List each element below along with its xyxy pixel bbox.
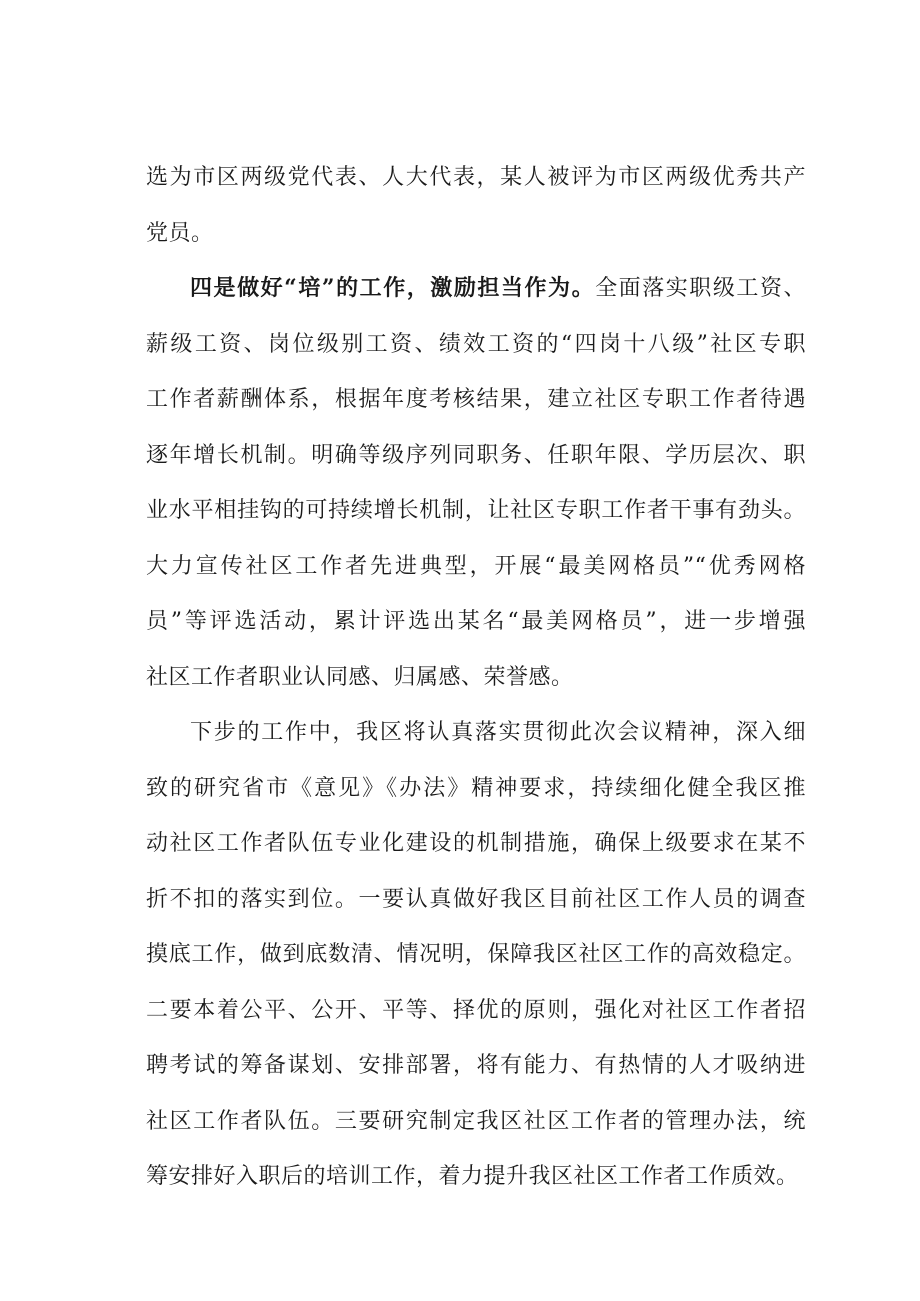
text-line: 二要本着公平、公开、平等、择优的原则，强化对社区工作者招 [146,997,806,1023]
text-line: 大力宣传社区工作者先进典型，开展“最美网格员”“优秀网格 [146,553,806,579]
text-line: 员”等评选活动，累计评选出某名“最美网格员”，进一步增强 [146,609,806,634]
text-line: 摸底工作，做到底数清、情况明，保障我区社区工作的高效稳定。 [146,942,806,967]
text-line: 社区工作者职业认同感、归属感、荣誉感。 [146,664,574,690]
paragraph-2 [146,261,806,705]
paragraph-1 [146,150,806,261]
text-line: 选为市区两级党代表、人大代表，某人被评为市区两级优秀共产 [146,165,806,190]
text-line: 薪级工资、岗位级别工资、绩效工资的“四岗十八级”社区专职 [146,331,806,357]
document-body [146,150,806,1205]
text-line: 致的研究省市《意见》《办法》精神要求，持续细化健全我区推 [146,775,806,801]
text-line: 业水平相挂钩的可持续增长机制，让社区专职工作者干事有劲头。 [146,498,806,523]
text-line: 筹安排好入职后的培训工作，着力提升我区社区工作者工作质效。 [146,1164,799,1189]
text-line [146,261,806,317]
text-line: 下步的工作中，我区将认真落实贯彻此次会议精神，深入细 [190,720,806,745]
text-line: 党员。 [146,220,214,246]
paragraph-lead-heading: 四是做好“培”的工作，激励担当作为。 [190,275,596,301]
text-line: 折不扣的落实到位。一要认真做好我区目前社区工作人员的调查 [146,886,806,912]
text-line: 社区工作者队伍。三要研究制定我区社区工作者的管理办法，统 [146,1108,806,1134]
text-line: 工作者薪酬体系，根据年度考核结果，建立社区专职工作者待遇 [146,387,806,412]
text-line: 逐年增长机制。明确等级序列同职务、任职年限、学历层次、职 [146,442,806,468]
text-run: 全面落实职级工资、 [595,276,806,301]
paragraph-3 [146,705,806,1205]
text-line: 动社区工作者队伍专业化建设的机制措施，确保上级要求在某不 [146,831,806,856]
text-line: 聘考试的筹备谋划、安排部署，将有能力、有热情的人才吸纳进 [146,1053,806,1078]
